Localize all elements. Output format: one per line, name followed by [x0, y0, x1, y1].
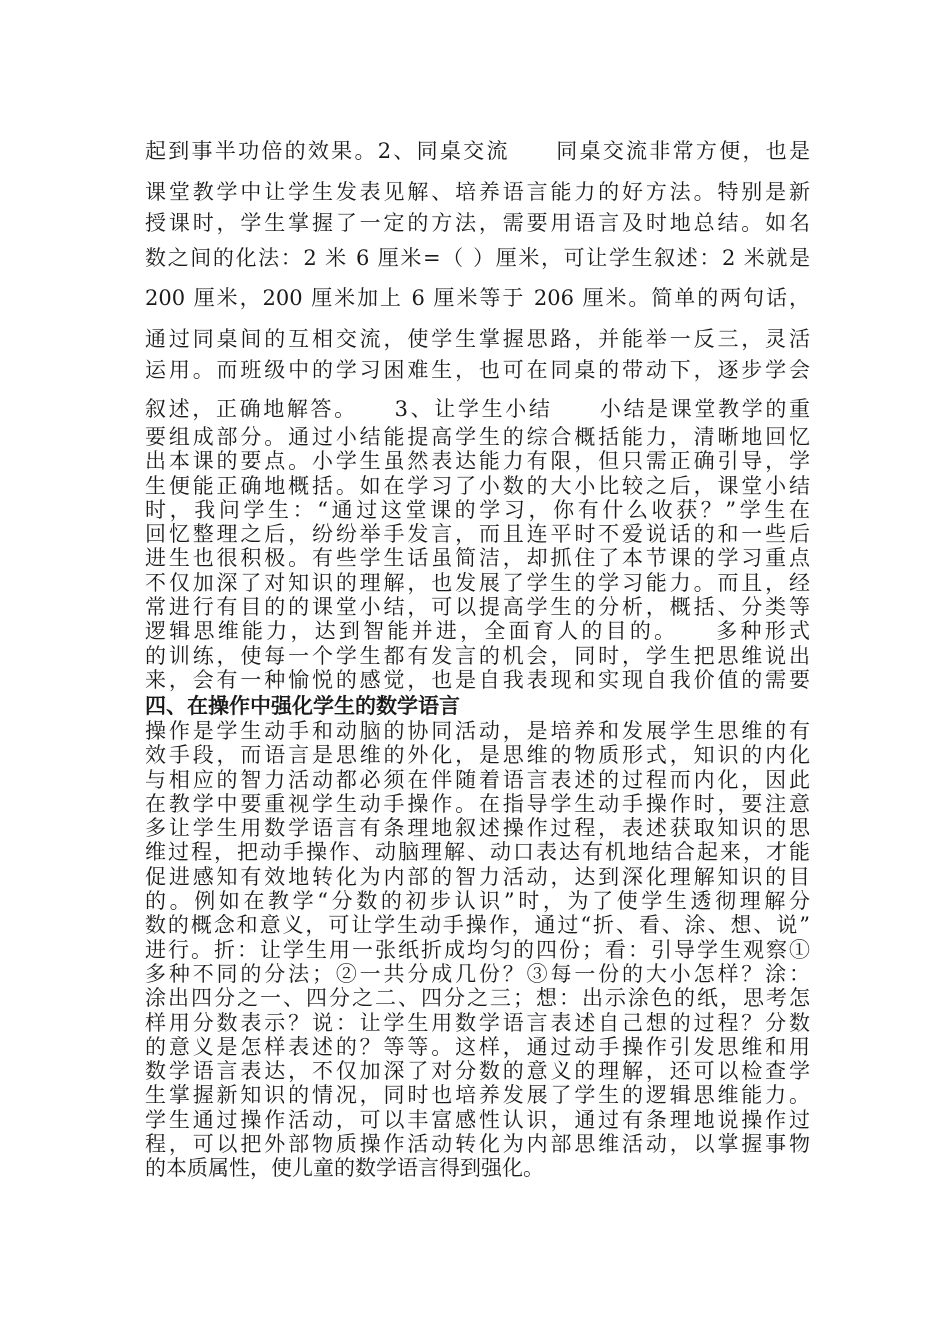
text-line: 与相应的智力活动都必须在伴随着语言表述的过程而内化，因此: [145, 767, 810, 792]
text-line: 在教学中要重视学生动手操作。在指导学生动手操作时，要注意: [145, 791, 810, 816]
text-line: 学生通过操作活动，可以丰富感性认识，通过有条理地说操作过: [145, 1107, 810, 1132]
text-line: 促进感知有效地转化为内部的智力活动，达到深化理解知识的目: [145, 864, 810, 889]
text-line: 起到事半功倍的效果。2、同桌交流 同桌交流非常方便，也是: [145, 139, 810, 163]
text-line: 课堂教学中让学生发表见解、培养语言能力的好方法。特别是新: [145, 180, 810, 204]
text-line: 多让学生用数学语言有条理地叙述操作过程，表述获取知识的思: [145, 816, 810, 841]
text-line: 多种不同的分法；②一共分成几份？③每一份的大小怎样？涂：: [145, 961, 810, 986]
text-line: 回忆整理之后，纷纷举手发言，而且连平时不爱说话的和一些后: [145, 522, 810, 547]
text-line: 操作是学生动手和动脑的协同活动，是培养和发展学生思维的有: [145, 719, 810, 743]
text-line: 进生也很积极。有些学生话虽简洁，却抓住了本节课的学习重点: [145, 546, 810, 571]
text-line: 的。例如在教学“分数的初步认识”时，为了使学生透彻理解分: [145, 889, 810, 914]
text-line: 通过同桌间的互相交流，使学生掌握思路，并能举一反三，灵活: [145, 327, 810, 351]
text-line: 要组成部分。通过小结能提高学生的综合概括能力，清晰地回忆: [145, 425, 810, 449]
text-line: 叙述，正确地解答。 3、让学生小结 小结是课堂教学的重: [145, 397, 810, 421]
text-line: 程，可以把外部物质操作活动转化为内部思维活动，以掌握事物: [145, 1132, 810, 1157]
text-line: 生便能正确地概括。如在学习了小数的大小比较之后，课堂小结: [145, 473, 810, 498]
text-line: 运用。而班级中的学习困难生，也可在同桌的带动下，逐步学会: [145, 358, 810, 382]
text-line: 出本课的要点。小学生虽然表达能力有限，但只需正确引导，学: [145, 449, 810, 474]
paragraph-block-2: [145, 283, 810, 425]
text-line: 来，会有一种愉悦的感觉，也是自我表现和实现自我价值的需要: [145, 667, 810, 692]
text-line: 时，我问学生：“通过这堂课的学习，你有什么收获？”学生在: [145, 497, 810, 522]
text-line: 样用分数表示？说：让学生用数学语言表述自己想的过程？分数: [145, 1010, 810, 1035]
paragraph-block-1: [145, 136, 810, 274]
text-line: 进行。折：让学生用一张纸折成均匀的四份；看：引导学生观察①: [145, 937, 810, 962]
text-line: 的意义是怎样表述的？等等。这样，通过动手操作引发思维和用: [145, 1034, 810, 1059]
text-line: 维过程，把动手操作、动脑理解、动口表达有机地结合起来，才能: [145, 840, 810, 865]
text-line: 200 厘米，200 厘米加上 6 厘米等于 206 厘米。简单的两句话，: [145, 286, 810, 310]
text-line: 的训练，使每一个学生都有发言的机会，同时，学生把思维说出: [145, 643, 810, 668]
section-heading: 四、在操作中强化学生的数学语言: [145, 694, 460, 718]
text-line: 涂出四分之一、四分之二、四分之三；想：出示涂色的纸，思考怎: [145, 986, 810, 1011]
text-line: 的本质属性，使儿童的数学语言得到强化。: [145, 1156, 544, 1181]
text-line: 不仅加深了对知识的理解，也发展了学生的学习能力。而且，经: [145, 570, 810, 595]
text-line: 数之间的化法：2 米 6 厘米=（ ）厘米，可让学生叙述：2 米就是: [145, 246, 810, 270]
text-line: 授课时，学生掌握了一定的方法，需要用语言及时地总结。如名: [145, 211, 810, 235]
paragraph-block-3: [145, 425, 810, 692]
text-line: 效手段，而语言是思维的外化，是思维的物质形式，知识的内化: [145, 743, 810, 768]
text-line: 常进行有目的的课堂小结，可以提高学生的分析，概括、分类等: [145, 595, 810, 620]
text-line: 数的概念和意义，可让学生动手操作，通过“折、看、涂、想、说”: [145, 913, 810, 938]
section-heading-block: [145, 693, 810, 719]
text-line: 逻辑思维能力，达到智能并进，全面育人的目的。 多种形式: [145, 619, 810, 644]
text-line: 数学语言表达，不仅加深了对分数的意义的理解，还可以检查学: [145, 1059, 810, 1084]
text-line: 生掌握新知识的情况，同时也培养发展了学生的逻辑思维能力。: [145, 1083, 810, 1108]
paragraph-block-4: [145, 719, 810, 1181]
